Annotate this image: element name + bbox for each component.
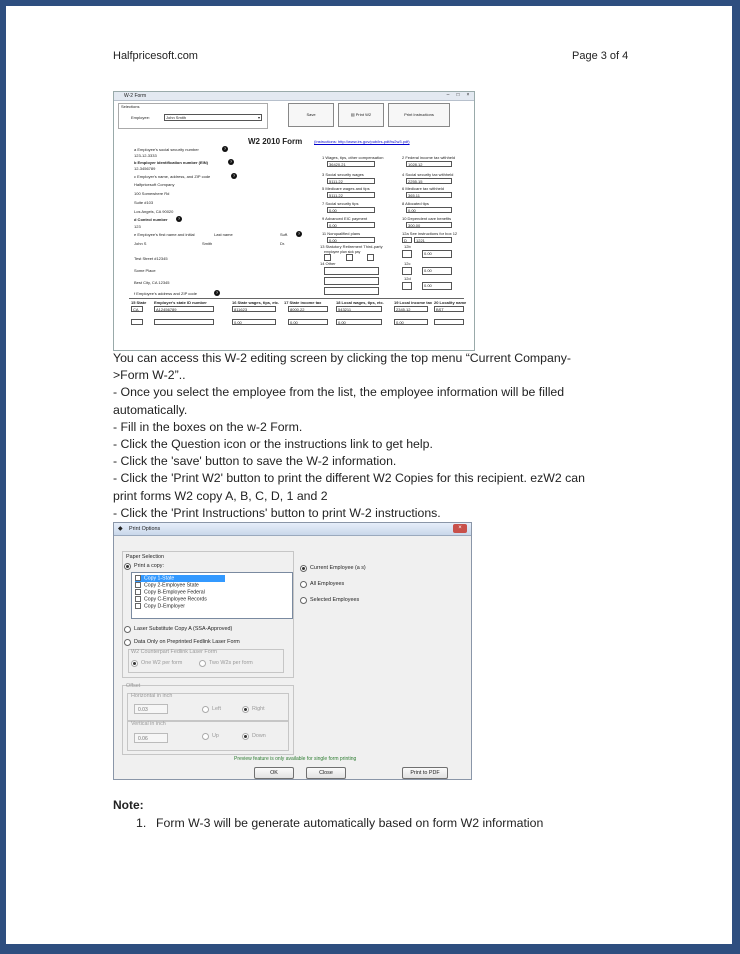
question-icon[interactable]: ? bbox=[229, 159, 233, 164]
employer-addr1[interactable]: 100 Somewhere Rd bbox=[134, 191, 170, 196]
print-copy-radio[interactable] bbox=[124, 563, 131, 570]
box10-input[interactable]: 300.00 bbox=[406, 222, 452, 228]
data-only-radio[interactable] bbox=[124, 639, 131, 646]
box12d-label: 12d bbox=[404, 276, 411, 281]
all-employees-radio[interactable] bbox=[300, 581, 307, 588]
close-icon[interactable]: × bbox=[453, 524, 467, 533]
laser-radio[interactable] bbox=[124, 626, 131, 633]
divider bbox=[129, 298, 464, 299]
document-page bbox=[6, 6, 732, 944]
state-wages-input[interactable]: 811623 bbox=[232, 306, 276, 312]
question-icon[interactable]: ? bbox=[232, 173, 236, 178]
print-copy-label: Print a copy: bbox=[134, 563, 164, 569]
box12c-value[interactable]: 0.00 bbox=[422, 267, 452, 275]
selections-label: Selections bbox=[121, 104, 140, 109]
employee-address-label: f Employee's address and ZIP code bbox=[134, 291, 197, 296]
box12a-code[interactable]: D bbox=[402, 237, 412, 243]
box8-input[interactable]: 0.00 bbox=[406, 207, 452, 213]
box6-label: 6 Medicare tax withheld bbox=[402, 186, 445, 191]
employee-city[interactable]: Best City, CA 12345 bbox=[134, 280, 170, 285]
box5-input[interactable]: 5111.22 bbox=[327, 192, 375, 198]
text-line: - Click the 'save' button to save the W-2 information. bbox=[113, 454, 397, 469]
employee-addr2[interactable]: Some Place bbox=[134, 268, 156, 273]
list-item[interactable]: Copy B-Employee Federal bbox=[135, 589, 225, 596]
print-to-pdf-button[interactable]: Print to PDF bbox=[402, 767, 448, 779]
box12b-value[interactable]: 0.00 bbox=[422, 250, 452, 258]
printer-icon: ▤ bbox=[350, 112, 356, 117]
box15-ein-label: Employer's state ID number bbox=[154, 300, 207, 305]
box14-label: 14 Other bbox=[320, 261, 336, 266]
list-item[interactable]: Copy D-Employer bbox=[135, 603, 225, 610]
state-tax-input[interactable]: 8000.22 bbox=[288, 306, 328, 312]
minimize-icon[interactable]: – bbox=[446, 92, 450, 98]
local-tax-input-2[interactable]: 0.00 bbox=[394, 319, 428, 325]
all-employees-label: All Employees bbox=[310, 581, 345, 587]
box13-label: 13 Statutory Retirement Third-party bbox=[320, 244, 383, 249]
local-wages-input[interactable]: 543211 bbox=[336, 306, 382, 312]
list-number: 1. bbox=[136, 816, 147, 830]
question-icon[interactable]: ? bbox=[177, 216, 181, 221]
right-radio[interactable] bbox=[242, 706, 249, 713]
text-line: You can access this W-2 editing screen by clicking the top menu “Current Company- bbox=[113, 351, 571, 365]
close-button[interactable]: Close bbox=[306, 767, 346, 779]
state-ein-input[interactable]: A12456789 bbox=[154, 306, 214, 312]
text-line: - Click the Question icon or the instructions link to get help. bbox=[113, 437, 433, 452]
box3-input[interactable]: 5111.22 bbox=[327, 178, 375, 184]
list-item[interactable]: Copy 2-Employee State bbox=[135, 582, 225, 589]
page-number: Page 3 of 4 bbox=[572, 50, 629, 62]
laser-label: Laser Substitute Copy A (SSA-Approved) bbox=[134, 626, 233, 632]
box4-label: 4 Social security tax withheld bbox=[402, 172, 454, 177]
box10-label: 10 Dependent care benefits bbox=[402, 216, 452, 221]
note-list bbox=[136, 816, 543, 830]
box17-label: 17 State income tax bbox=[284, 300, 322, 305]
box3-label: 3 Social security wages bbox=[322, 172, 364, 177]
box11-input[interactable]: 0.00 bbox=[327, 237, 375, 243]
left-label: Left bbox=[212, 706, 221, 712]
box9-input[interactable]: 0.00 bbox=[327, 222, 375, 228]
left-radio[interactable] bbox=[202, 706, 209, 713]
text-line: - Fill in the boxes on the w-2 Form. bbox=[113, 419, 303, 434]
copy-list[interactable] bbox=[131, 572, 293, 619]
save-button[interactable]: Save bbox=[288, 103, 334, 127]
employee-addr1[interactable]: Test Street #12345 bbox=[134, 256, 168, 261]
box12d-value[interactable]: 0.00 bbox=[422, 282, 452, 290]
box2-label: 2 Federal income tax withheld bbox=[402, 155, 456, 160]
retirement-checkbox[interactable] bbox=[346, 254, 353, 261]
box7-label: 7 Social security tips bbox=[322, 201, 359, 206]
ssn-value[interactable]: 123-12-3333 bbox=[134, 153, 157, 158]
w2-form-screenshot bbox=[113, 91, 475, 351]
one-w2-radio[interactable] bbox=[131, 660, 138, 667]
instructions-paragraph bbox=[113, 350, 643, 522]
sickpay-checkbox[interactable] bbox=[367, 254, 374, 261]
box5-label: 5 Medicare wages and tips bbox=[322, 186, 370, 191]
vertical-input[interactable]: 0.06 bbox=[134, 733, 168, 743]
current-employee-radio[interactable] bbox=[300, 565, 307, 572]
ok-button[interactable]: OK bbox=[254, 767, 294, 779]
locality-input[interactable]: BST bbox=[434, 306, 464, 312]
selected-employees-label: Selected Employees bbox=[310, 597, 360, 603]
down-radio[interactable] bbox=[242, 733, 249, 740]
box7-input[interactable]: 0.00 bbox=[327, 207, 375, 213]
box13-sub: employee plan sick pay bbox=[324, 250, 361, 254]
box14-input-2[interactable] bbox=[324, 277, 379, 285]
text-line: print forms W2 copy A, B, C, D, 1 and 2 bbox=[113, 488, 328, 503]
box15-label: 15 State bbox=[131, 300, 147, 305]
chevron-down-icon: ▾ bbox=[257, 115, 260, 120]
box18-label: 18 Local wages, tips, etc. bbox=[336, 300, 384, 305]
offset-label: Offset bbox=[126, 683, 141, 689]
statutory-checkbox[interactable] bbox=[324, 254, 331, 261]
box12b-code[interactable] bbox=[402, 250, 412, 258]
current-employee-label: Current Employee (a s) bbox=[310, 565, 366, 571]
print-w2-button[interactable]: ▤ Print W2 bbox=[338, 103, 384, 127]
horizontal-label: Horizontal in inch bbox=[131, 693, 173, 699]
list-item[interactable]: Copy 1-State bbox=[135, 575, 225, 582]
box12d-code[interactable] bbox=[402, 282, 412, 290]
up-radio[interactable] bbox=[202, 733, 209, 740]
employee-name-label: e Employee's first name and initial bbox=[134, 232, 195, 237]
selected-employees-radio[interactable] bbox=[300, 597, 307, 604]
box20-label: 20 Locality name bbox=[434, 300, 467, 305]
locality-input-2[interactable] bbox=[434, 319, 464, 325]
selections-group bbox=[118, 103, 268, 129]
employee-label: Employee: bbox=[131, 115, 150, 120]
box12-label: 12a See instructions for box 12 bbox=[402, 231, 458, 236]
box9-label: 9 Advanced EIC payment bbox=[322, 216, 368, 221]
employer-addr2[interactable]: Suite #103 bbox=[134, 200, 154, 205]
text-line: - Click the 'Print Instructions' button to print W-2 instructions. bbox=[113, 505, 441, 520]
ein-value[interactable]: 12-3456789 bbox=[134, 166, 156, 171]
counterpart-label: W2 Counterpart Fedlink Laser Form bbox=[131, 649, 217, 655]
box12c-label: 12c bbox=[404, 261, 411, 266]
box1-label: 1 Wages, tips, other compensation bbox=[322, 155, 384, 160]
one-w2-label: One W2 per form bbox=[141, 660, 183, 666]
data-only-label: Data Only on Preprinted Fedlink Laser Form bbox=[134, 639, 240, 645]
maximize-icon[interactable]: □ bbox=[456, 92, 460, 98]
suffix-label: Suff. bbox=[280, 232, 289, 237]
print-options-title: Print Options bbox=[129, 526, 161, 532]
employer-name[interactable]: Halfpricesoft Company bbox=[134, 182, 175, 187]
box12c-code[interactable] bbox=[402, 267, 412, 275]
list-item[interactable]: Copy C-Employee Records bbox=[135, 596, 225, 603]
employee-last[interactable]: Smith bbox=[202, 241, 213, 246]
w2-window-title: W-2 Form bbox=[124, 93, 147, 99]
box16-label: 16 State wages, tips, etc. bbox=[232, 300, 280, 305]
box14-input-3[interactable] bbox=[324, 287, 379, 295]
box14-input-1[interactable] bbox=[324, 267, 379, 275]
employer-city[interactable]: Los Angels, CA 90020 bbox=[134, 209, 174, 214]
two-w2-radio[interactable] bbox=[199, 660, 206, 667]
print-options-screenshot bbox=[113, 522, 472, 780]
text-line: - Once you select the employee from the list, the employee information will be filled bbox=[113, 385, 565, 400]
text-line: automatically. bbox=[113, 402, 188, 417]
employee-first[interactable]: John S bbox=[134, 241, 147, 246]
print-instructions-button[interactable]: Print Instructions bbox=[388, 103, 450, 127]
state-tax-input-2[interactable]: 0.00 bbox=[288, 319, 328, 325]
instructions-link[interactable]: (Instructions: http://www.irs.gov/pub/irs-pdf/iw2w3.pdf) bbox=[314, 139, 410, 144]
box8-label: 8 Allocated tips bbox=[402, 201, 429, 206]
employee-select[interactable]: John Smith ▾ bbox=[166, 115, 260, 120]
box1-input[interactable]: 36420.21 bbox=[327, 161, 375, 167]
ein-label: b Employer identification number (EIN) bbox=[134, 160, 209, 165]
local-tax-input[interactable]: 2345.12 bbox=[394, 306, 428, 312]
box6-input[interactable]: 365.11 bbox=[406, 192, 452, 198]
up-label: Up bbox=[212, 733, 219, 739]
box12b-label: 12b bbox=[404, 244, 411, 249]
site-name: Halfpricesoft.com bbox=[113, 50, 198, 62]
state-ein-input-2[interactable] bbox=[154, 319, 214, 325]
right-label: Right bbox=[252, 706, 265, 712]
w2-title-bar bbox=[114, 92, 474, 101]
box19-label: 19 Local income tax bbox=[394, 300, 433, 305]
horizontal-input[interactable]: 0.03 bbox=[134, 704, 168, 714]
local-wages-input-2[interactable]: 0.00 bbox=[336, 319, 382, 325]
box2-input[interactable]: 1028.12 bbox=[406, 161, 452, 167]
question-icon[interactable]: ? bbox=[215, 290, 219, 295]
list-text: Form W-3 will be generate automatically based on form W2 information bbox=[156, 816, 544, 830]
paper-selection-label: Paper Selection bbox=[126, 554, 165, 560]
list-item bbox=[136, 816, 543, 830]
down-label: Down bbox=[252, 733, 266, 739]
two-w2-label: Two W2s per form bbox=[209, 660, 253, 666]
text-line: - Click the 'Print W2' button to print the different W2 Copies for this recipient. ezW2 can bbox=[113, 471, 585, 486]
question-icon[interactable]: ? bbox=[297, 231, 301, 236]
print-options-title-bar bbox=[114, 523, 471, 536]
state-input[interactable]: CA bbox=[131, 306, 143, 312]
close-icon[interactable]: × bbox=[466, 92, 470, 98]
employee-suffix[interactable]: Dr. bbox=[280, 241, 286, 246]
state-wages-input-2[interactable]: 0.00 bbox=[232, 319, 276, 325]
box11-label: 11 Nonqualified plans bbox=[322, 231, 361, 236]
note-heading: Note: bbox=[113, 798, 144, 812]
w2-form-title: W2 2010 Form bbox=[248, 137, 303, 146]
ssn-label: a Employee's social security number bbox=[134, 147, 199, 152]
state-input-2[interactable] bbox=[131, 319, 143, 325]
preview-note: Preview feature is only available for single form printing bbox=[234, 756, 357, 762]
vertical-label: Vertical in inch bbox=[131, 721, 166, 727]
last-name-label: Last name bbox=[214, 232, 233, 237]
employer-label: c Employer's name, address, and ZIP code bbox=[134, 174, 211, 179]
control-number-value[interactable]: 123 bbox=[134, 224, 141, 229]
text-line: >Form W-2”.. bbox=[113, 368, 186, 383]
app-icon: ◆ bbox=[118, 526, 123, 532]
box12a-value[interactable]: 1221 bbox=[414, 237, 452, 243]
question-icon[interactable]: ? bbox=[223, 146, 227, 151]
control-number-label: d Control number bbox=[134, 217, 168, 222]
box4-input[interactable]: 2255.15 bbox=[406, 178, 452, 184]
